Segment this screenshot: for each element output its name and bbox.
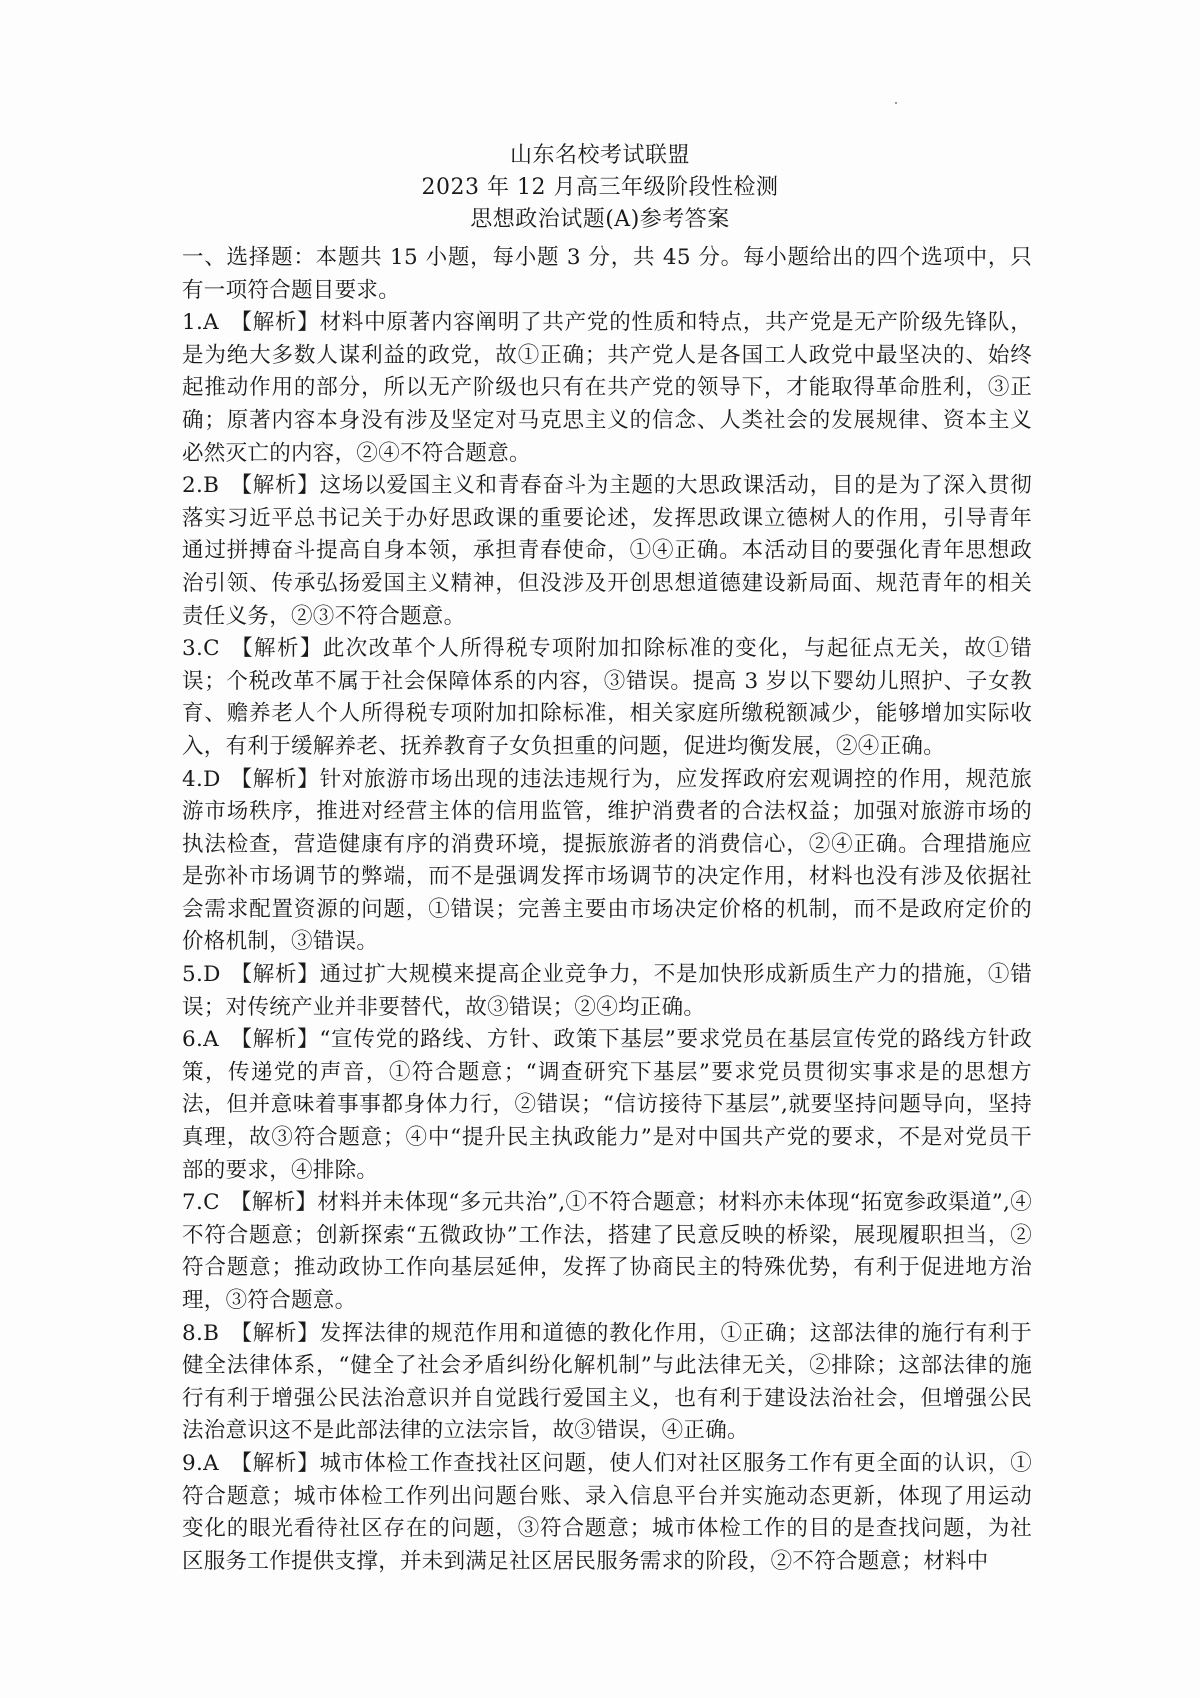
answer-item-6	[182, 1024, 1032, 1187]
answer-item-7	[182, 1187, 1032, 1317]
answer-item-4	[182, 764, 1032, 960]
answer-item-2	[182, 470, 1032, 633]
document-header	[0, 140, 1200, 236]
header-line-3: 思想政治试题(A)参考答案	[470, 207, 730, 232]
analysis-tag: 【解析】	[230, 1190, 318, 1216]
answer-item-1	[182, 307, 1032, 470]
analysis-text: 城市体检工作查找社区问题，使人们对社区服务工作有更全面的认识，①符合题意；城市体检工作列出问题台账、录入信息平台并实施动态更新，体现了用运动变化的眼光看待社区存在的问题，③符合题意；城市体检工作的目的是查找问题，为社区服务工作提供支撑，并未到满足社区居民服务需求的阶段，②不符合题意；材料中	[182, 1450, 1032, 1574]
analysis-text: 这场以爱国主义和青春奋斗为主题的大思政课活动，目的是为了深入贯彻落实习近平总书记关于办好思政课的重要论述，发挥思政课立德树人的作用，引导青年通过拼搏奋斗提高自身本领，承担青春使命，①④正确。本活动目的要强化青年思想政治引领、传承弘扬爱国主义精神，但没涉及开创思想道德建设新局面、规范青年的相关责任义务，②③不符合题意。	[182, 473, 1032, 629]
section-intro: 一、选择题：本题共 15 小题，每小题 3 分，共 45 分。每小题给出的四个选项中，只有一项符合题目要求。	[182, 245, 1032, 303]
answer-number: 8.B	[182, 1320, 220, 1346]
answer-item-5	[182, 959, 1032, 1024]
answer-number: 4.D	[182, 766, 221, 792]
header-line-1: 山东名校考试联盟	[509, 143, 690, 168]
analysis-tag: 【解析】	[230, 1320, 320, 1346]
answer-item-8	[182, 1318, 1032, 1448]
analysis-tag: 【解析】	[230, 1450, 320, 1476]
analysis-tag: 【解析】	[230, 1027, 320, 1053]
analysis-text: 材料中原著内容阐明了共产党的性质和特点，共产党是无产阶级先锋队，是为绝大多数人谋利益的政党，故①正确；共产党人是各国工人政党中最坚决的、始终起推动作用的部分，所以无产阶级也只有在共产党的领导下，才能取得革命胜利，③正确；原著内容本身没有涉及坚定对马克思主义的信念、人类社会的发展规律、资本主义必然灭亡的内容，②④不符合题意。	[182, 310, 1032, 466]
answer-number: 3.C	[182, 636, 220, 662]
analysis-tag: 【解析】	[230, 766, 320, 792]
answer-number: 9.A	[182, 1450, 219, 1476]
answer-number: 6.A	[182, 1027, 219, 1053]
analysis-tag: 【解析】	[230, 962, 320, 988]
analysis-text: 材料并未体现“多元共治”,①不符合题意；材料亦未体现“拓宽参政渠道”,④不符合题意；创新探索“五微政协”工作法，搭建了民意反映的桥梁，展现履职担当，②符合题意；推动政协工作向基层延伸，发挥了协商民主的特殊优势，有利于促进地方治理，③符合题意。	[182, 1190, 1033, 1313]
analysis-text: 通过扩大规模来提高企业竞争力，不是加快形成新质生产力的措施，①错误；对传统产业并非要替代，故③错误；②④均正确。	[182, 962, 1032, 1020]
answer-number: 1.A	[182, 310, 219, 336]
analysis-tag: 【解析】	[230, 473, 320, 499]
analysis-tag: 【解析】	[230, 310, 320, 336]
answer-item-9	[182, 1448, 1032, 1578]
answer-number: 5.D	[182, 962, 221, 988]
answer-item-3	[182, 633, 1032, 763]
analysis-text: 发挥法律的规范作用和道德的教化作用，①正确；这部法律的施行有利于健全法律体系，“健全了社会矛盾纠纷化解机制”与此法律无关，②排除；这部法律的施行有利于增强公民法治意识并自觉践行爱国主义，也有利于建设法治社会，但增强公民法治意识这不是此部法律的立法宗旨，故③错误，④正确。	[182, 1320, 1032, 1444]
answer-content	[182, 242, 1032, 1578]
analysis-text: 针对旅游市场出现的违法违规行为，应发挥政府宏观调控的作用，规范旅游市场秩序，推进对经营主体的信用监管，维护消费者的合法权益；加强对旅游市场的执法检查，营造健康有序的消费环境，提振旅游者的消费信心，②④正确。合理措施应是弥补市场调节的弊端，而不是强调发挥市场调节的决定作用，材料也没有涉及依据社会需求配置资源的问题，①错误；完善主要由市场决定价格的机制，而不是政府定价的价格机制，③错误。	[182, 766, 1032, 955]
answer-number: 2.B	[182, 473, 220, 499]
analysis-text: 此次改革个人所得税专项附加扣除标准的变化，与起征点无关，故①错误；个税改革不属于社会保障体系的内容，③错误。提高 3 岁以下婴幼儿照护、子女教育、赡养老人个人所得税专项附加扣除标准，相关家庭所缴税额减少，能够增加实际收入，有利于缓解养老、抚养教育子女负担重的问题，促进均衡发展，②④正确。	[182, 636, 1032, 759]
header-line-2: 2023 年 12 月高三年级阶段性检测	[421, 175, 779, 200]
scan-speck	[895, 102, 897, 104]
analysis-text: “宣传党的路线、方针、政策下基层”要求党员在基层宣传党的路线方针政策，传递党的声音，①符合题意；“调查研究下基层”要求党员贯彻实事求是的思想方法，但并意味着事事都身体力行，②错误；“信访接待下基层”,就要坚持问题导向，坚持真理，故③符合题意；④中“提升民主执政能力”是对中国共产党的要求，不是对党员干部的要求，④排除。	[182, 1027, 1032, 1183]
analysis-tag: 【解析】	[230, 636, 323, 662]
answer-number: 7.C	[182, 1190, 220, 1216]
